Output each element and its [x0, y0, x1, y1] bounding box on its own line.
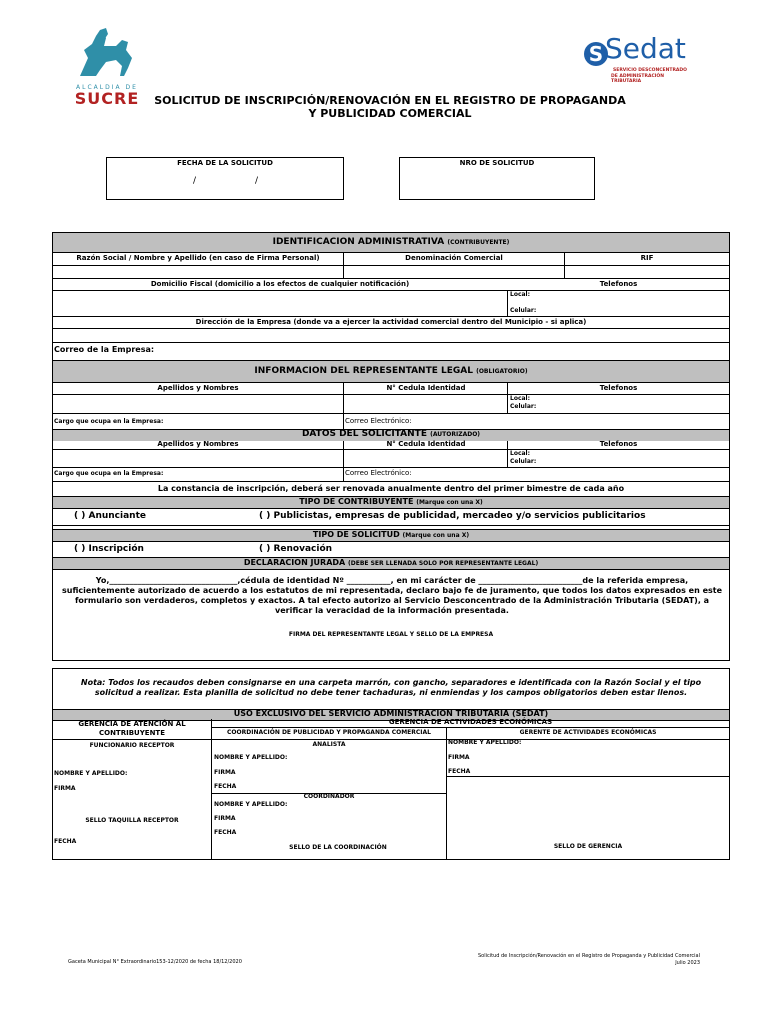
constancia-note: La constancia de inscripción, deberá ser renovada anualmente dentro del primer bimestre de cada año	[157, 484, 625, 493]
rep-apellidos-input[interactable]	[54, 395, 342, 412]
rep-apellidos-label: Apellidos y Nombres	[157, 384, 239, 392]
uso-exclusivo-title: USO EXCLUSIVO DEL SERVICIO ADMINISTRACION TRIBUTARIA (SEDAT)	[233, 709, 549, 718]
form-title-line1: SOLICITUD DE INSCRIPCIÓN/RENOVACIÓN EN EL REGISTRO DE PROPAGANDA	[154, 94, 626, 107]
local-phone-label: Local:	[510, 291, 531, 298]
coordinador-firma-label: FIRMA	[214, 815, 236, 822]
declaracion-text: Yo,________________________________,cédula de identidad Nº ___________, en mi carácter de __________________________de la referida empresa, suficientemente autorizado de acuerdo a los estatutos de mi representada, declaro bajo fe de juramento, que todos los datos expresados en este formulario son verdaderos, completos y exactos. A tal efecto autorizo al Servicio Desconcentrado de la Administración Tributaria (SEDAT), a verificar la veracidad de la información presentada.	[61, 576, 723, 615]
sol-correo-label: Correo Electrónico:	[345, 469, 412, 477]
sedat-logo-sub1: SERVICIO DESCONCENTRADO	[613, 68, 687, 73]
telefonos-label: Telefonos	[599, 280, 638, 288]
identificacion-header-sub: (CONTRIBUYENTE)	[447, 239, 510, 246]
identificacion-header-title: IDENTIFICACION ADMINISTRATIVA	[272, 237, 445, 247]
sol-celular-label: Celular:	[510, 458, 537, 465]
sol-cedula-label: N° Cedula Identidad	[386, 440, 466, 448]
footer-gaceta: Gaceta Municipal N° Extraordinario153-12/2020 de fecha 18/12/2020	[68, 959, 242, 965]
sol-cargo-label: Cargo que ocupa en la Empresa:	[54, 470, 164, 477]
publicistas-checkbox[interactable]: ( ) Publicistas, empresas de publicidad, mercadeo y/o servicios publicitarios	[259, 511, 646, 521]
denominacion-input[interactable]	[344, 266, 563, 277]
denominacion-label: Denominación Comercial	[405, 254, 503, 262]
fecha-slash-1: /	[193, 176, 197, 186]
sedat-logo	[575, 30, 691, 90]
tipo-contribuyente-header	[53, 497, 729, 508]
solicitante-header-sub: (AUTORIZADO)	[430, 431, 481, 438]
tipo-solicitud-title: TIPO DE SOLICITUD	[312, 530, 400, 539]
analista-nombre-label: NOMBRE Y APELLIDO:	[214, 754, 288, 761]
form-title	[120, 94, 660, 120]
coordinador-nombre-label: NOMBRE Y APELLIDO:	[214, 801, 288, 808]
celular-phone-label: Celular:	[510, 307, 537, 314]
nro-solicitud-label: NRO DE SOLICITUD	[459, 159, 535, 167]
declaracion-header	[53, 558, 729, 569]
rep-cargo-label: Cargo que ocupa en la Empresa:	[54, 418, 164, 425]
domicilio-label: Domicilio Fiscal (domicilio a los efectos de cualquier notificación)	[150, 280, 410, 288]
gerencia-atencion-label: GERENCIA DE ATENCIÓN AL CONTRIBUYENTE	[78, 720, 186, 737]
funcionario-fecha-label: FECHA	[54, 838, 77, 845]
sucre-logo	[66, 28, 148, 108]
representante-header-title: INFORMACION DEL REPRESENTANTE LEGAL	[254, 366, 473, 376]
fecha-solicitud-box[interactable]	[106, 157, 344, 200]
horse-rider-icon	[66, 28, 148, 80]
anunciante-checkbox[interactable]: ( ) Anunciante	[74, 511, 146, 521]
rep-cedula-label: N° Cedula Identidad	[386, 384, 466, 392]
svg-text:S: S	[588, 42, 604, 66]
sello-taquilla-label: SELLO TAQUILLA RECEPTOR	[85, 817, 179, 824]
correo-empresa-input[interactable]	[160, 343, 728, 359]
analista-firma-label: FIRMA	[214, 769, 236, 776]
funcionario-firma-label: FIRMA	[54, 785, 76, 792]
footer-date: Julio 2023	[675, 960, 700, 966]
declaracion-sub: (DEBE SER LLENADA SOLO POR REPRESENTANTE LEGAL)	[348, 560, 539, 567]
direccion-input[interactable]	[54, 329, 728, 341]
rep-local-label: Local:	[510, 395, 531, 402]
sedat-logo-name: Sedat	[605, 32, 686, 65]
firma-representante-label: FIRMA DEL REPRESENTANTE LEGAL Y SELLO DE LA EMPRESA	[288, 631, 494, 638]
sol-apellidos-label: Apellidos y Nombres	[157, 440, 239, 448]
tipo-contribuyente-sub: (Marque con una X)	[416, 499, 483, 506]
rif-input[interactable]	[565, 266, 728, 277]
correo-empresa-label: Correo de la Empresa:	[54, 345, 155, 354]
funcionario-nombre-label: NOMBRE Y APELLIDO:	[54, 770, 128, 777]
gerente-firma-label: FIRMA	[448, 754, 470, 761]
tipo-contribuyente-title: TIPO DE CONTRIBUYENTE	[299, 497, 414, 506]
analista-fecha-label: FECHA	[214, 783, 237, 790]
analista-label: ANALISTA	[312, 741, 346, 748]
renovacion-checkbox[interactable]: ( ) Renovación	[259, 544, 333, 554]
nro-solicitud-box[interactable]	[399, 157, 595, 200]
footer-document-name: Solicitud de Inscripción/Renovación en el Registro de Propaganda y Publicidad Comercial	[477, 953, 700, 959]
representante-header-sub: (OBLIGATORIO)	[476, 368, 528, 375]
form-title-line2: Y PUBLICIDAD COMERCIAL	[308, 107, 472, 120]
funcionario-receptor-label: FUNCIONARIO RECEPTOR	[89, 742, 175, 749]
identificacion-header	[53, 233, 729, 253]
representante-header	[53, 361, 729, 383]
coordinador-label: COORDINADOR	[303, 793, 355, 800]
sol-local-label: Local:	[510, 450, 531, 457]
gerente-fecha-label: FECHA	[448, 768, 471, 775]
razon-social-input[interactable]	[54, 266, 342, 277]
nota-text: Nota: Todos los recaudos deben consignarse en una carpeta marrón, con gancho, separadores e identificada con la Razón Social y el tipo solicitud a realizar. Esta planilla de solicitud no debe tener tachaduras, ni enmiendas y los campos obligatorios deben estar llenos.	[80, 678, 702, 697]
rep-cedula-input[interactable]	[344, 395, 506, 412]
rif-label: RIF	[640, 254, 654, 262]
inscripcion-checkbox[interactable]: ( ) Inscripción	[74, 544, 144, 554]
fecha-solicitud-label: FECHA DE LA SOLICITUD	[177, 159, 273, 167]
fecha-slash-2: /	[255, 176, 259, 186]
tipo-solicitud-header	[53, 530, 729, 541]
rep-correo-label: Correo Electrónico:	[345, 417, 412, 425]
domicilio-input[interactable]	[54, 291, 506, 315]
declaracion-title: DECLARACION JURADA	[243, 558, 346, 567]
coordinador-fecha-label: FECHA	[214, 829, 237, 836]
sello-gerencia-label: SELLO DE GERENCIA	[553, 843, 623, 850]
sedat-logo-sub2: DE ADMINISTRACIÓN TRIBUTARIA	[611, 74, 665, 84]
rep-telefonos-label: Telefonos	[599, 384, 638, 392]
coord-publicidad-label: COORDINACIÓN DE PUBLICIDAD Y PROPAGANDA COMERCIAL	[227, 729, 431, 736]
gerente-actividades-label: GERENTE DE ACTIVIDADES ECONÓMICAS	[519, 729, 657, 736]
razon-social-label: Razón Social / Nombre y Apellido (en caso de Firma Personal)	[76, 254, 320, 262]
sol-apellidos-input[interactable]	[54, 450, 342, 466]
gerente-nombre-label: NOMBRE Y APELLIDO:	[448, 739, 522, 746]
direccion-label: Dirección de la Empresa (donde va a ejercer la actividad comercial dentro del Municipio - si aplica)	[195, 318, 587, 326]
sucre-logo-line2: SUCRE	[74, 89, 140, 108]
rep-celular-label: Celular:	[510, 403, 537, 410]
sol-cedula-input[interactable]	[344, 450, 506, 466]
gerencia-actividades-label: GERENCIA DE ACTIVIDADES ECONÓMICAS	[388, 718, 553, 726]
sello-coordinacion-label: SELLO DE LA COORDINACIÓN	[289, 844, 387, 851]
solicitante-header-title: DATOS DEL SOLICITANTE	[301, 429, 427, 439]
tipo-solicitud-sub: (Marque con una X)	[402, 532, 470, 539]
sol-telefonos-label: Telefonos	[599, 440, 638, 448]
sucre-logo-line1: ALCALDIA DE	[76, 84, 138, 91]
